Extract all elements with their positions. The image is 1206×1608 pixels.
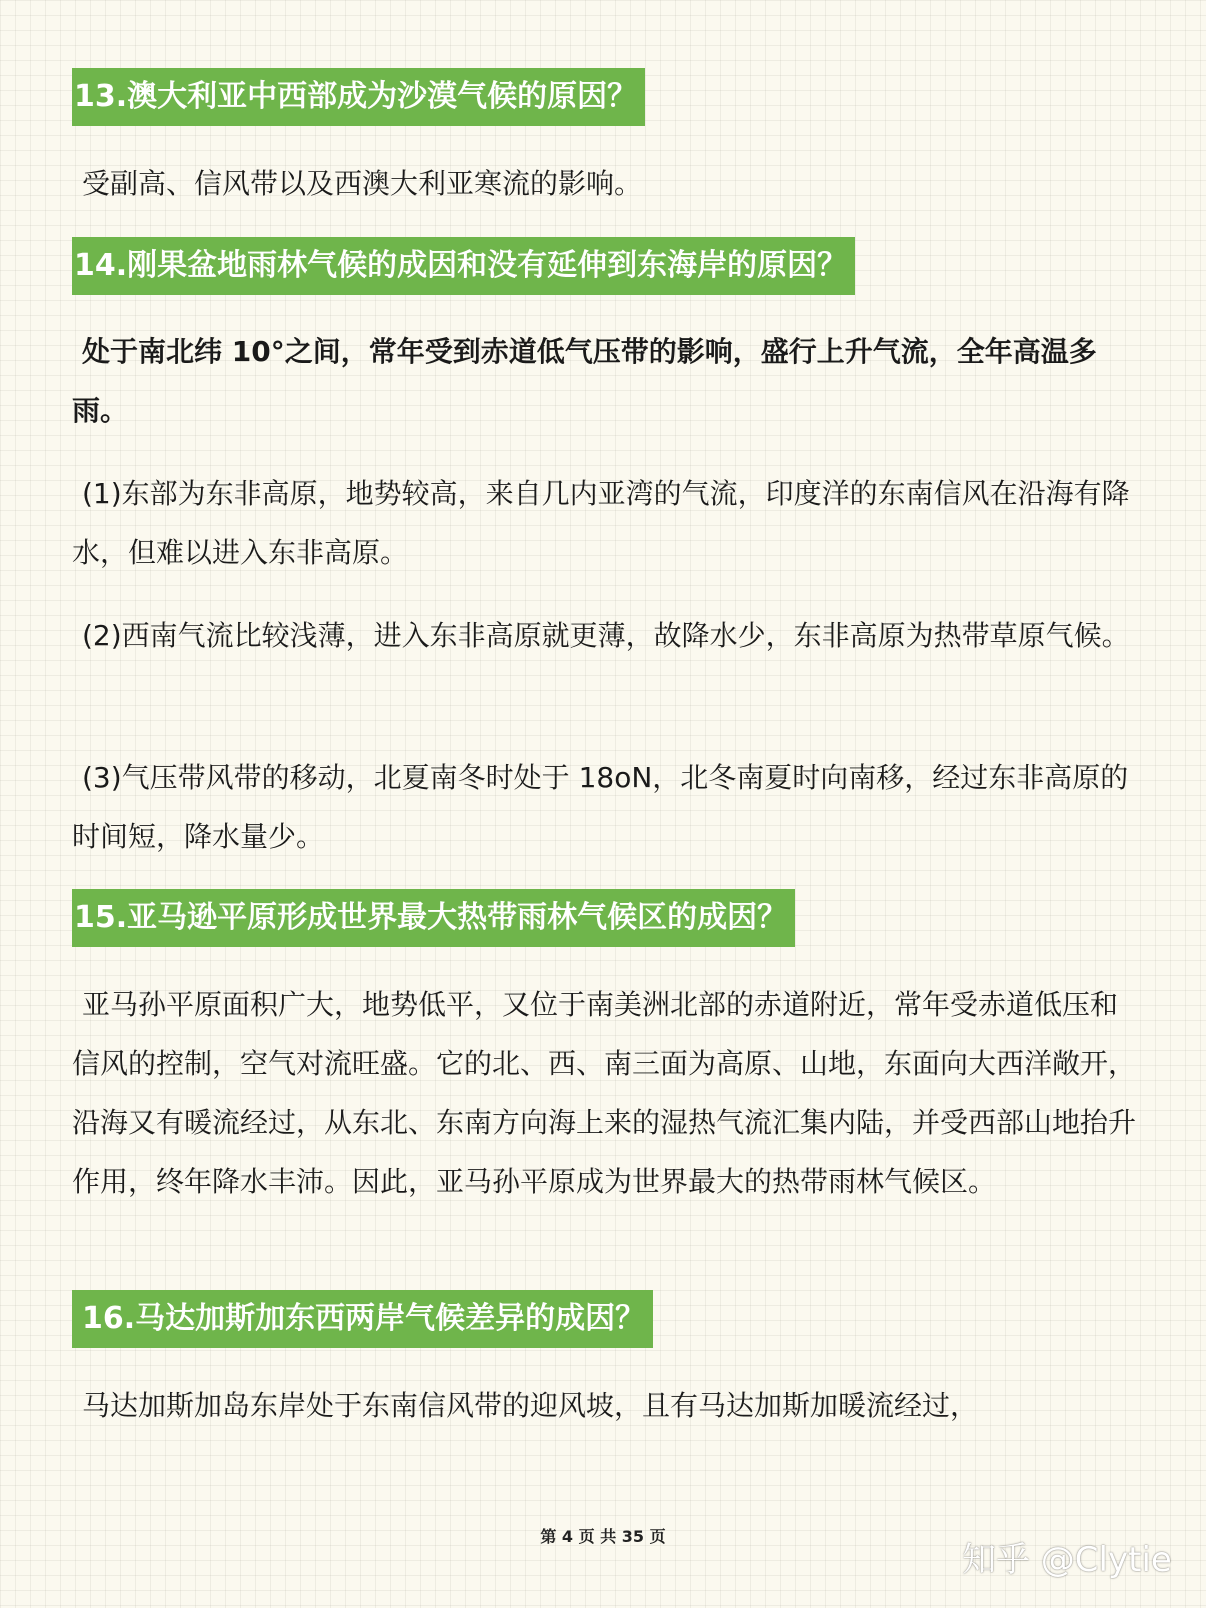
section-14-point-1: (1)东部为东非高原，地势较高，来自几内亚湾的气流，印度洋的东南信风在沿海有降水，但难以进入东非高原。 — [72, 477, 1130, 569]
section-15-answer: 亚马孙平原面积广大，地势低平，又位于南美洲北部的赤道附近，常年受赤道低压和信风的控制，空气对流旺盛。它的北、西、南三面为高原、山地，东面向大西洋敞开，沿海又有暖流经过，从东北、东南方向海上来的湿热气流汇集内陆，并受西部山地抬升作用，终年降水丰沛。因此，亚马孙平原成为世界最大的热带雨林气候区。 — [72, 988, 1137, 1198]
zhihu-watermark: 知乎 @Clytie — [962, 1540, 1172, 1580]
section-13-heading: 13.澳大利亚中西部成为沙漠气候的原因？ — [72, 68, 645, 126]
section-13-answer: 受副高、信风带以及西澳大利亚寒流的影响。 — [82, 167, 643, 200]
section-14-heading: 14.刚果盆地雨林气候的成因和没有延伸到东海岸的原因？ — [72, 237, 855, 295]
section-14-point-3: (3)气压带风带的移动，北夏南冬时处于 18oN，北冬南夏时向南移，经过东非高原的时间短，降水量少。 — [72, 761, 1129, 853]
section-16-heading: 16.马达加斯加东西两岸气候差异的成因？ — [72, 1290, 653, 1348]
section-16-answer: 马达加斯加岛东岸处于东南信风带的迎风坡，且有马达加斯加暖流经过， — [82, 1389, 979, 1422]
section-15-heading: 15.亚马逊平原形成世界最大热带雨林气候区的成因？ — [72, 889, 795, 947]
section-14-summary: 处于南北纬 10°之间，常年受到赤道低气压带的影响，盛行上升气流，全年高温多雨。 — [72, 335, 1097, 427]
page-number-footer: 第 4 页 共 35 页 — [540, 1527, 666, 1546]
section-14-point-2: (2)西南气流比较浅薄，进入东非高原就更薄，故降水少，东非高原为热带草原气候。 — [82, 619, 1130, 652]
